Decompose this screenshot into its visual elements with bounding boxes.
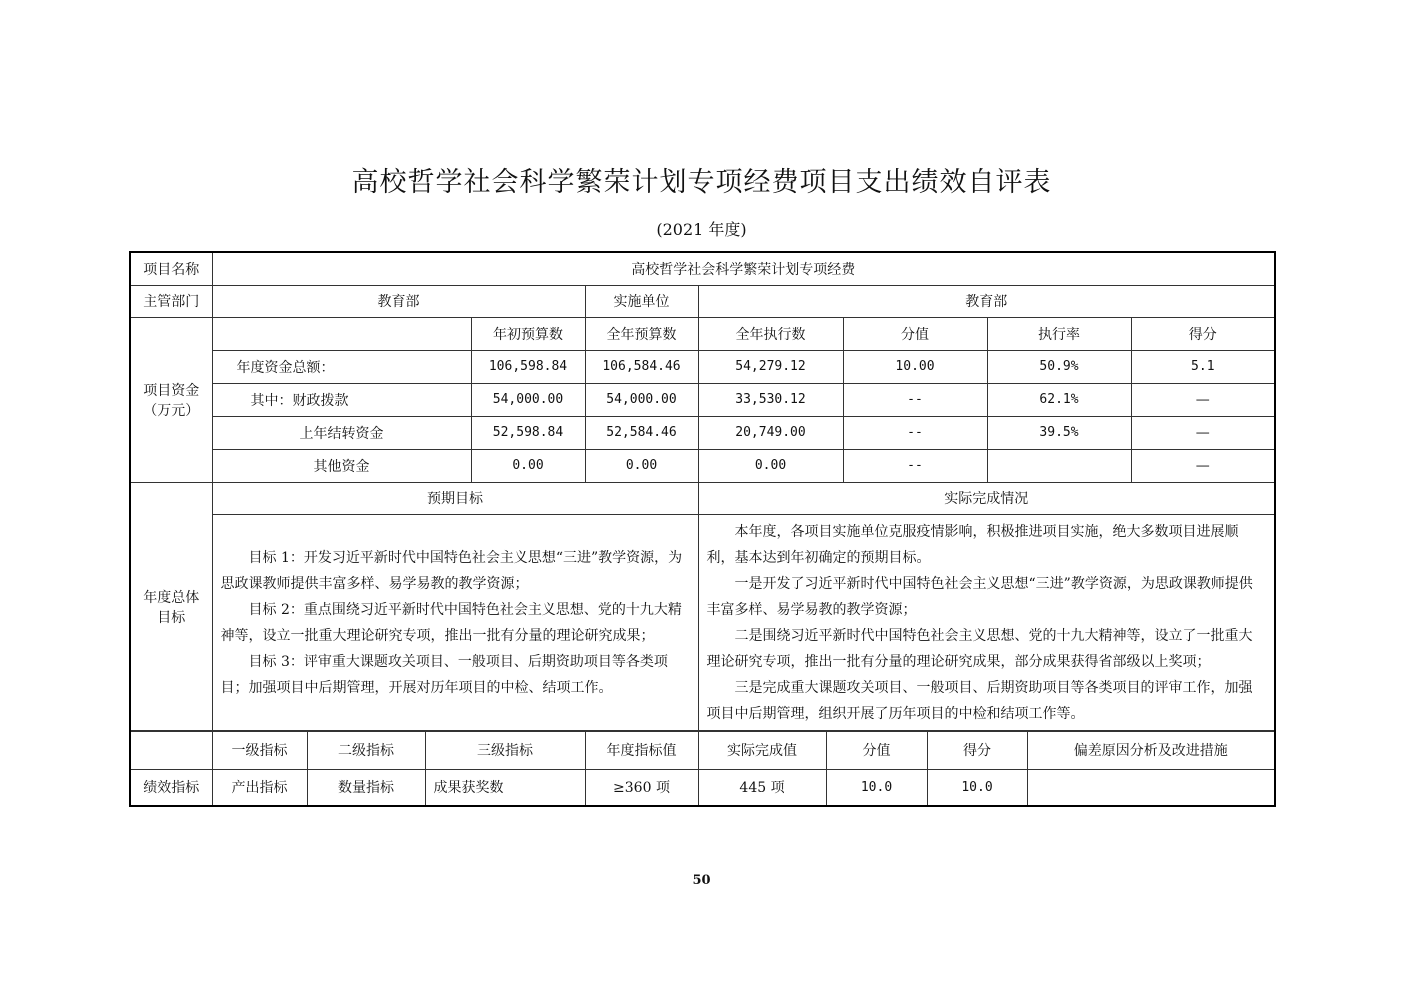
indicator-header-level3: 三级指标 [425, 731, 585, 770]
funds-row-total [130, 350, 1275, 383]
actual-completion-2: 一是开发了习近平新时代中国特色社会主义思想“三进”教学资源，为思政课教师提供丰富多样、易学易教的教学资源； [706, 575, 1253, 618]
fund-score-value: 10.00 [843, 350, 987, 383]
funds-header-rate: 执行率 [987, 317, 1131, 350]
department-row [130, 285, 1275, 317]
fund-initial: 106,598.84 [471, 350, 585, 383]
department-label: 主管部门 [130, 285, 212, 317]
fund-annual: 106,584.46 [585, 350, 698, 383]
indicator-score-value: 10.0 [826, 770, 927, 806]
goals-label [130, 482, 212, 731]
fund-rate: 50.9% [987, 350, 1131, 383]
fund-name: 上年结转资金 [212, 416, 471, 449]
fund-rate: 39.5% [987, 416, 1131, 449]
fund-score-value: -- [843, 449, 987, 482]
performance-table [129, 251, 1276, 732]
indicator-header-score-value: 分值 [826, 731, 927, 770]
fund-executed: 20,749.00 [698, 416, 843, 449]
funds-label-line2: （万元） [143, 402, 200, 419]
department-value: 教育部 [212, 285, 585, 317]
goals-content-row [130, 514, 1275, 731]
actual-completion-header: 实际完成情况 [698, 482, 1275, 514]
fund-initial: 54,000.00 [471, 383, 585, 416]
funds-header-blank [212, 317, 471, 350]
funds-header-annual: 全年预算数 [585, 317, 698, 350]
fund-name: 其他资金 [212, 449, 471, 482]
actual-completion-1: 本年度，各项目实施单位克服疫情影响，积极推进项目实施，绝大多数项目进展顺利，基本达到年初确定的预期目标。 [706, 523, 1239, 566]
project-name-row [130, 252, 1275, 285]
indicator-header-level1: 一级指标 [212, 731, 307, 770]
indicators-label: 绩效指标 [130, 770, 212, 806]
indicator-deviation [1027, 770, 1275, 806]
implementing-unit-label: 实施单位 [585, 285, 698, 317]
fund-rate: 62.1% [987, 383, 1131, 416]
project-name-value: 高校哲学社会科学繁荣计划专项经费 [212, 252, 1275, 285]
indicator-header-deviation: 偏差原因分析及改进措施 [1027, 731, 1275, 770]
funds-header-initial: 年初预算数 [471, 317, 585, 350]
funds-header-row [130, 317, 1275, 350]
indicator-header-level2: 二级指标 [307, 731, 425, 770]
fund-score-value: -- [843, 383, 987, 416]
actual-completion-4: 三是完成重大课题攻关项目、一般项目、后期资助项目等各类项目的评审工作，加强项目中后期管理，组织开展了历年项目的中检和结项工作等。 [706, 679, 1253, 722]
goals-header-row [130, 482, 1275, 514]
indicator-score: 10.0 [927, 770, 1027, 806]
fund-executed: 0.00 [698, 449, 843, 482]
indicator-actual: 445 项 [698, 770, 826, 806]
funds-label [130, 317, 212, 482]
fund-annual: 52,584.46 [585, 416, 698, 449]
fund-score: — [1131, 383, 1275, 416]
fund-annual: 0.00 [585, 449, 698, 482]
expected-goals-text [212, 514, 698, 731]
actual-completion-text [698, 514, 1275, 731]
expected-goal-1: 目标 1：开发习近平新时代中国特色社会主义思想“三进”教学资源，为思政课教师提供丰富多样、易学易教的教学资源； [220, 549, 683, 592]
indicators-table [129, 730, 1276, 807]
fund-annual: 54,000.00 [585, 383, 698, 416]
fund-score: 5.1 [1131, 350, 1275, 383]
implementing-unit-value: 教育部 [698, 285, 1275, 317]
actual-completion-3: 二是围绕习近平新时代中国特色社会主义思想、党的十九大精神等，设立了一批重大理论研究专项，推出一批有分量的理论研究成果，部分成果获得省部级以上奖项； [706, 627, 1253, 670]
fund-executed: 33,530.12 [698, 383, 843, 416]
funds-header-score-value: 分值 [843, 317, 987, 350]
fund-name: 其中：财政拨款 [212, 383, 471, 416]
project-name-label: 项目名称 [130, 252, 212, 285]
funds-row-fiscal [130, 383, 1275, 416]
page-title: 高校哲学社会科学繁荣计划专项经费项目支出绩效自评表 [351, 167, 1052, 198]
fund-name: 年度资金总额： [212, 350, 471, 383]
fund-score: — [1131, 449, 1275, 482]
indicator-level2: 数量指标 [307, 770, 425, 806]
page-number: 50 [692, 873, 711, 888]
indicator-header-target: 年度指标值 [585, 731, 698, 770]
expected-goal-2: 目标 2：重点围绕习近平新时代中国特色社会主义思想、党的十九大精神等，设立一批重大理论研究专项，推出一批有分量的理论研究成果； [220, 601, 682, 644]
indicators-header-blank [130, 731, 212, 770]
expected-goals-header: 预期目标 [212, 482, 698, 514]
indicator-level1: 产出指标 [212, 770, 307, 806]
funds-header-score: 得分 [1131, 317, 1275, 350]
indicator-header-actual: 实际完成值 [698, 731, 826, 770]
fund-rate [987, 449, 1131, 482]
fund-initial: 0.00 [471, 449, 585, 482]
fund-score-value: -- [843, 416, 987, 449]
page-subtitle: (2021 年度) [656, 220, 747, 239]
indicator-header-score: 得分 [927, 731, 1027, 770]
indicator-target: ≥360 项 [585, 770, 698, 806]
fund-initial: 52,598.84 [471, 416, 585, 449]
indicators-header-row [130, 731, 1275, 770]
fund-executed: 54,279.12 [698, 350, 843, 383]
goals-label-line1: 年度总体 [143, 589, 200, 606]
fund-score: — [1131, 416, 1275, 449]
funds-header-executed: 全年执行数 [698, 317, 843, 350]
funds-label-line1: 项目资金 [143, 382, 200, 399]
indicator-level3: 成果获奖数 [425, 770, 585, 806]
expected-goal-3: 目标 3：评审重大课题攻关项目、一般项目、后期资助项目等各类项目；加强项目中后期管理，开展对历年项目的中检、结项工作。 [220, 653, 668, 696]
indicator-row [130, 770, 1275, 806]
funds-row-carryover [130, 416, 1275, 449]
goals-label-line2: 目标 [157, 609, 186, 626]
funds-row-other [130, 449, 1275, 482]
